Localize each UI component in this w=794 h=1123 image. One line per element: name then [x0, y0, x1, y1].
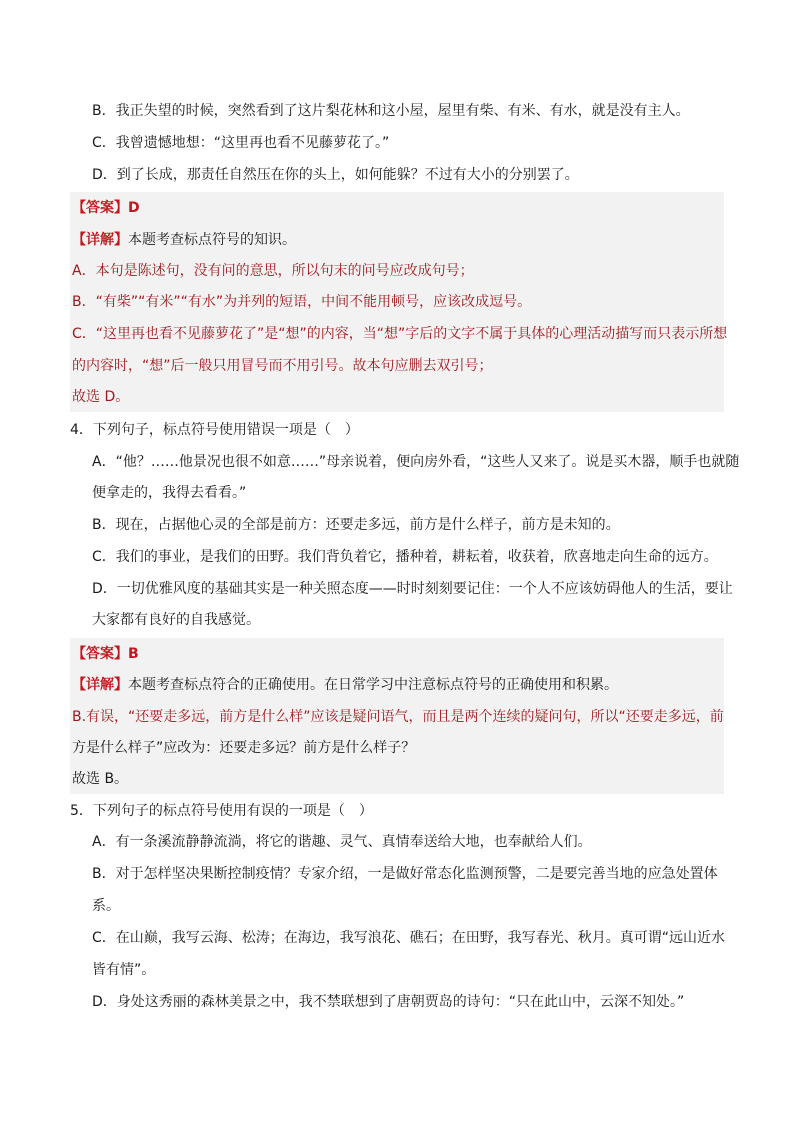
detail-text: 本题考查标点符号的知识。 — [128, 232, 296, 248]
detail-label: 【详解】 — [72, 232, 128, 248]
answer-label: 【答案】 — [72, 646, 128, 662]
q4-answer — [72, 644, 139, 664]
q5-option-b-line2: 系。 — [92, 898, 120, 914]
q4-option-c: C．我们的事业，是我们的田野。我们背负着它，播种着，耕耘着，收获着，欣喜地走向生命的远方。 — [92, 549, 718, 565]
q4-option-a-line2: 便拿走的，我得去看看。” — [92, 485, 247, 501]
q5-option-c-line1: C．在山巅，我写云海、松涛；在海边，我写浪花、礁石；在田野，我写春光、秋月。真可谓“远山近水 — [92, 930, 726, 946]
answer-value: B — [128, 646, 139, 662]
q3-detail — [72, 230, 296, 250]
q4-explain-b1: B.有误，“还要走多远，前方是什么样”应该是疑问语气，而且是两个连续的疑问句，所以“还要走多远，前 — [72, 709, 724, 725]
q3-option-b: B．我正失望的时候，突然看到了这片梨花林和这小屋，屋里有柴、有米、有水，就是没有主人。 — [92, 103, 690, 119]
q3-conclusion: 故选 D。 — [72, 389, 130, 405]
q3-explain-a: A．本句是陈述句，没有问的意思，所以句末的问号应改成句号； — [72, 263, 474, 279]
q3-explain-b: B．“有柴”“有米”“有水”为并列的短语，中间不能用顿号，应该改成逗号。 — [72, 294, 532, 310]
q3-option-c: C．我曾遗憾地想：“这里再也看不见藤萝花了。” — [92, 135, 390, 151]
answer-label: 【答案】 — [72, 200, 128, 216]
q5-option-d: D．身处这秀丽的森林美景之中，我不禁联想到了唐朝贾岛的诗句：“只在此山中，云深不知处。” — [92, 994, 685, 1010]
detail-text: 本题考查标点符合的正确使用。在日常学习中注意标点符号的正确使用和积累。 — [128, 677, 618, 693]
q4-explain-b2: 方是什么样子”应改为：还要走多远？前方是什么样子？ — [72, 740, 416, 756]
detail-label: 【详解】 — [72, 677, 128, 693]
q4-detail — [72, 675, 618, 695]
q4-stem: 4．下列句子，标点符号使用错误一项是（ ） — [70, 422, 359, 438]
q4-option-d-line1: D．一切优雅风度的基础其实是一种关照态度——时时刻刻要记住：一个人不应该妨碍他人的生活，要让 — [92, 581, 733, 597]
q4-option-a-line1: A．“他？……他景况也很不如意……”母亲说着，便向房外看，“这些人又来了。说是买木器，顺手也就随 — [92, 454, 740, 470]
q3-option-d: D．到了长成，那责任自然压在你的头上，如何能躲？不过有大小的分别罢了。 — [92, 167, 579, 183]
q3-answer — [72, 198, 140, 218]
q5-option-a: A．有一条溪流静静流淌，将它的谐趣、灵气、真情奉送给大地，也奉献给人们。 — [92, 834, 592, 850]
q4-option-b: B．现在，占据他心灵的全部是前方：还要走多远，前方是什么样子，前方是未知的。 — [92, 517, 620, 533]
q5-stem: 5．下列句子的标点符号使用有误的一项是（ ） — [70, 803, 373, 819]
q5-option-b-line1: B．对于怎样坚决果断控制疫情？专家介绍，一是做好常态化监测预警，二是要完善当地的应急处置体 — [92, 866, 718, 882]
q4-conclusion: 故选 B。 — [72, 771, 129, 787]
q4-option-d-line2: 大家都有良好的自我感觉。 — [92, 612, 260, 628]
q3-explain-c2: 的内容时，“想”后一般只用冒号而不用引号。故本句应删去双引号； — [72, 358, 493, 374]
q5-option-c-line2: 皆有情”。 — [92, 962, 156, 978]
answer-value: D — [128, 200, 140, 216]
q3-explain-c1: C．“这里再也看不见藤萝花了”是“想”的内容，当“想”字后的文字不属于具体的心理活动描写而只表示所想 — [72, 326, 728, 342]
